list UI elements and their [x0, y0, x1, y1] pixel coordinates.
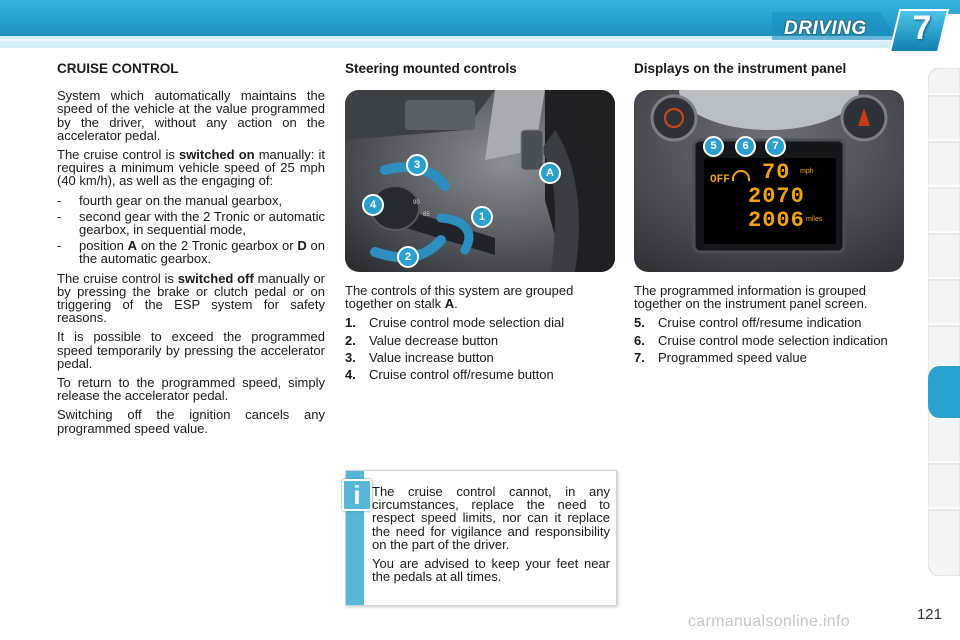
item-number: 6. [634, 332, 645, 348]
list-item [345, 316, 615, 329]
info-paragraph: You are advised to keep your feet near the pedals at all times. [372, 556, 610, 585]
conditions-list [57, 194, 325, 266]
list-item [57, 239, 325, 265]
instrument-panel-photo [634, 90, 904, 272]
callout-7: 7 [765, 136, 786, 157]
dash-bullet: - [57, 208, 62, 224]
bold-switched-off: switched off [177, 270, 254, 286]
odometer-value: 2070 [748, 184, 805, 209]
item-text: Cruise control mode selection indication [658, 332, 888, 348]
callout-a: A [539, 162, 561, 184]
cruise-control-column [57, 62, 325, 441]
instrument-panel-text [634, 284, 904, 368]
callout-5: 5 [703, 136, 724, 157]
bold-switched-on: switched on [178, 147, 255, 163]
chapter-title: DRIVING [784, 18, 867, 39]
watermark: carmanualsonline.info [688, 613, 850, 630]
callout-6: 6 [735, 136, 756, 157]
chapter-number: 7 [912, 9, 932, 47]
item-number: 5. [634, 315, 645, 331]
trip-value: 2006 [748, 208, 805, 233]
exceed-speed-paragraph: It is possible to exceed the programmed speed temporarily by pressing the accelerator pedal. [57, 329, 325, 371]
bold-position-d: D [297, 238, 307, 254]
item-number: 2. [345, 332, 356, 348]
displays-list [634, 316, 904, 364]
list-item [57, 194, 325, 207]
miles-label: miles [806, 216, 823, 223]
text-span: manually: it requires a minimum vehicle speed of 25 mph (40 km/h), as well as the engaging of: [57, 147, 325, 189]
text-span: on the automatic gearbox. [79, 238, 326, 267]
switch-off-paragraph [57, 272, 325, 325]
stalk-illustration [345, 90, 615, 272]
text-span: The cruise control is [57, 147, 179, 163]
svg-text:90: 90 [413, 200, 420, 206]
list-item [345, 334, 615, 347]
list-item [634, 316, 904, 329]
intro-paragraph: System which automatically maintains the speed of the vehicle at the value programmed by the driver, without any action on the accelerator pedal. [57, 88, 325, 143]
text-span: The cruise control is [57, 270, 178, 286]
item-number: 3. [345, 349, 356, 365]
ignition-paragraph: Switching off the ignition cancels any programmed speed value. [57, 407, 325, 436]
steering-controls-text [345, 284, 615, 385]
speedometer-icon [732, 170, 750, 181]
item-text: Cruise control off/resume button [369, 367, 554, 383]
text-span: manually or by pressing the brake or clutch pedal or on triggering of the ESP system for safety reasons. [57, 270, 326, 326]
list-item [57, 210, 325, 236]
controls-list [345, 316, 615, 381]
list-item-text: second gear with the 2 Tronic or automatic gearbox, in sequential mode, [79, 208, 325, 238]
list-item [345, 351, 615, 364]
callout-2: 2 [397, 246, 419, 268]
bold-stalk-a: A [444, 296, 455, 312]
page-header [0, 0, 960, 62]
section-heading: Steering mounted controls [345, 61, 517, 76]
text-span: The controls of this system are grouped together on stalk [345, 283, 574, 312]
callout-4: 4 [362, 194, 384, 216]
svg-text:85: 85 [423, 212, 430, 218]
page-number: 121 [916, 606, 942, 623]
item-text: Cruise control off/resume indication [658, 315, 862, 331]
section-heading: CRUISE CONTROL [57, 61, 179, 76]
dash-bullet: - [57, 238, 62, 254]
list-item [634, 334, 904, 347]
item-text: Value increase button [369, 349, 494, 365]
item-text: Cruise control mode selection dial [369, 315, 565, 331]
instrument-panel-column [634, 62, 904, 75]
item-text: Programmed speed value [658, 349, 807, 365]
list-item [634, 351, 904, 364]
steering-controls-column [345, 62, 615, 75]
steering-stalk-photo [345, 90, 615, 272]
off-indicator: OFF [710, 174, 730, 186]
callout-1: 1 [471, 206, 493, 228]
list-item [345, 368, 615, 381]
info-text [372, 485, 610, 589]
info-paragraph: The cruise control cannot, in any circumstances, replace the need to respect speed limits, nor can it replace the need for vigilance and responsibility on the part of the driver. [372, 484, 610, 552]
section-heading: Displays on the instrument panel [634, 61, 847, 76]
panel-intro: The programmed information is grouped together on the instrument panel screen. [634, 283, 868, 312]
chapter-tab-strip [928, 68, 960, 576]
dash-bullet: - [57, 192, 62, 208]
item-number: 1. [345, 315, 356, 331]
item-number: 4. [345, 367, 356, 383]
item-text: Value decrease button [369, 332, 499, 348]
programmed-speed: 70 [762, 160, 791, 185]
switch-on-paragraph [57, 148, 325, 188]
callout-3: 3 [406, 154, 428, 176]
return-speed-paragraph: To return to the programmed speed, simply release the accelerator pedal. [57, 375, 325, 404]
text-span: . [454, 296, 458, 312]
item-number: 7. [634, 349, 645, 365]
list-item-text: fourth gear on the manual gearbox, [79, 192, 283, 208]
text-span: on the 2 Tronic gearbox or [137, 238, 298, 254]
bold-position-a: A [127, 238, 138, 254]
stalk-intro [345, 284, 615, 310]
mph-label: mph [800, 168, 814, 175]
chapter-tabs [928, 68, 960, 576]
info-box [345, 470, 617, 606]
text-span: position [79, 238, 128, 254]
info-icon: i [342, 479, 372, 511]
